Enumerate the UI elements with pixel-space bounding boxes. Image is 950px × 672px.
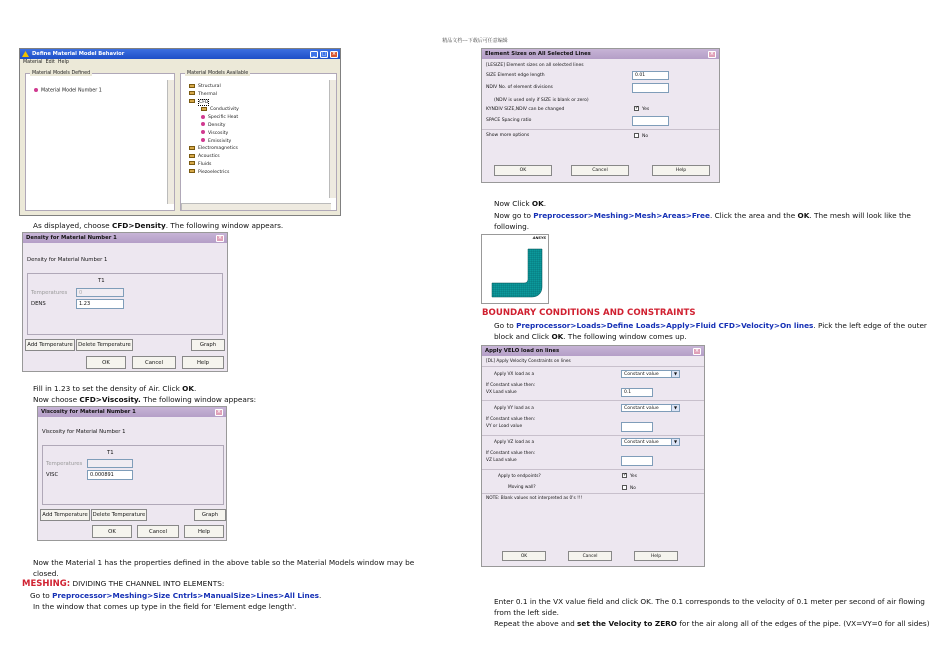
column-header: T1 <box>98 278 105 284</box>
vz-apply-label: Apply VZ load as a <box>494 440 535 445</box>
tree-acoustics[interactable]: Acoustics <box>189 153 239 161</box>
temperature-label: Temperatures <box>46 461 83 467</box>
help-button[interactable]: Help <box>184 525 224 538</box>
available-hscrollbar[interactable] <box>181 203 331 210</box>
checkbox-icon <box>634 133 639 138</box>
models-available-group <box>180 73 337 211</box>
vz-if-label: If Constant value then: <box>486 451 536 456</box>
menu-help[interactable]: Help <box>57 60 69 65</box>
endpoints-label: Apply to endpoints? <box>498 474 541 479</box>
tree-structural[interactable]: Structural <box>189 83 239 91</box>
material-icon <box>201 130 205 134</box>
lesize-label: [LESIZE] Element sizes on all selected lines <box>486 63 584 68</box>
vy-load-field[interactable] <box>621 422 653 432</box>
more-options-checkbox[interactable]: No <box>634 133 648 139</box>
folder-icon <box>189 169 195 173</box>
folder-icon <box>189 84 195 88</box>
check-icon <box>622 473 627 478</box>
kyndiv-label: KYNDIV SIZE,NDIV can be changed <box>486 107 565 112</box>
element-sizes-window <box>481 48 720 183</box>
checkbox-icon <box>622 485 627 490</box>
apply-velo-window <box>481 345 705 567</box>
material-icon <box>34 88 38 92</box>
folder-icon <box>189 161 195 165</box>
ok-button[interactable]: OK <box>92 525 132 538</box>
column-header: T1 <box>107 450 114 456</box>
graph-button[interactable]: Graph <box>194 509 226 521</box>
moving-wall-label: Moving wall? <box>508 485 536 490</box>
ok-button[interactable]: OK <box>494 165 552 176</box>
more-options-label: Show more options <box>486 133 530 138</box>
close-button[interactable]: × <box>694 347 700 354</box>
close-button[interactable]: × <box>709 50 715 57</box>
para-go-to-size: Go to Preprocessor>Meshing>Size Cntrls>ManualSize>Lines>All Lines. <box>30 591 322 600</box>
edge-length-field[interactable]: 0.01 <box>632 71 669 80</box>
para-repeat-zero: Repeat the above and set the Velocity to ZERO for the air along all of the edges of the pipe. (VX=VY=0 for all sides) <box>494 619 930 628</box>
size-label: SIZE Element edge length <box>486 73 545 78</box>
vy-type-select[interactable]: Constant value ▼ <box>621 404 680 412</box>
chevron-down-icon: ▼ <box>671 371 679 377</box>
vz-load-field[interactable] <box>621 456 653 466</box>
note-label: NOTE: Blank values not interpreted as 0's !!! <box>486 496 583 501</box>
tree-density[interactable]: Density <box>189 122 239 130</box>
vz-load-label: VZ Load value <box>486 458 517 463</box>
property-label: VISC <box>46 472 59 478</box>
vx-load-label: VX Load value <box>486 390 517 395</box>
delete-temperature-button[interactable]: Delete Temperature <box>76 339 133 351</box>
available-scrollbar[interactable] <box>329 80 336 198</box>
close-button[interactable]: × <box>216 408 222 415</box>
menu-material[interactable]: Material <box>23 60 43 65</box>
window-title: Apply VELO load on lines <box>485 348 560 354</box>
close-button[interactable]: × <box>217 234 223 241</box>
add-temperature-button[interactable]: Add Temperature <box>25 339 75 351</box>
para-choose-density: As displayed, choose CFD>Density. The following window appears. <box>33 221 284 230</box>
vx-type-select[interactable]: Constant value ▼ <box>621 370 680 378</box>
model-item-1[interactable] <box>34 88 102 94</box>
density-window <box>22 232 228 372</box>
vx-apply-label: Apply VX load as a <box>494 372 535 377</box>
ndiv-note: (NDIV is used only if SIZE is blank or zero) <box>494 98 589 103</box>
ok-button[interactable]: OK <box>502 551 546 561</box>
para-window-type: In the window that comes up type in the field for 'Element edge length'. <box>33 602 297 611</box>
viscosity-field[interactable]: 0.000891 <box>87 470 133 480</box>
vy-apply-label: Apply VY load as a <box>494 406 534 411</box>
window-title-bar <box>23 233 227 243</box>
space-label: SPACE Spacing ratio <box>486 118 532 123</box>
close-button[interactable]: × <box>331 50 337 57</box>
folder-icon <box>189 146 195 150</box>
temperature-field[interactable] <box>87 459 133 468</box>
moving-wall-checkbox[interactable]: No <box>622 485 636 491</box>
cancel-button[interactable]: Cancel <box>568 551 612 561</box>
density-field[interactable]: 1.23 <box>76 299 124 309</box>
material-icon <box>201 122 205 126</box>
delete-temperature-button[interactable]: Delete Temperature <box>91 509 147 521</box>
folder-icon <box>189 154 195 158</box>
ndiv-field[interactable] <box>632 83 669 93</box>
viscosity-window <box>37 406 227 541</box>
tree-piezoelectrics[interactable]: Piezoelectrics <box>189 169 239 173</box>
add-temperature-button[interactable]: Add Temperature <box>40 509 90 521</box>
temperature-label: Temperatures <box>31 290 68 296</box>
chevron-down-icon: ▼ <box>671 405 679 411</box>
folder-icon <box>189 91 195 95</box>
window-title-bar <box>482 49 719 59</box>
chevron-down-icon: ▼ <box>671 439 679 445</box>
temperature-field[interactable]: 0 <box>76 288 124 297</box>
window-title-bar <box>20 49 340 59</box>
divider <box>482 400 704 401</box>
para-choose-viscosity: Now choose CFD>Viscosity. The following window appears: <box>33 395 257 404</box>
vx-load-field[interactable]: 0.1 <box>621 388 653 397</box>
ok-button[interactable]: OK <box>86 356 126 369</box>
para-apply-velocity: Go to Preprocessor>Loads>Define Loads>Apply>Fluid CFD>Velocity>On lines. Pick the left edge of the outer block and Click OK. The following window comes up. <box>494 321 927 341</box>
bc-heading: BOUNDARY CONDITIONS AND CONSTRAINTS <box>482 308 696 318</box>
para-enter-vx: Enter 0.1 in the VX value field and click OK. The 0.1 corresponds to the velocity of 0.1 meter per second of air flowing from the left side. <box>494 597 925 617</box>
divider <box>482 366 704 367</box>
mesh-image <box>481 234 549 304</box>
tree-thermal[interactable]: Thermal <box>189 91 239 99</box>
graph-button[interactable]: Graph <box>191 339 225 351</box>
tree-specific-heat[interactable]: Specific Heat <box>189 114 239 122</box>
help-button[interactable]: Help <box>182 356 224 369</box>
window-title: Density for Material Number 1 <box>26 235 117 241</box>
property-label: DENS <box>31 301 46 307</box>
cancel-button[interactable]: Cancel <box>132 356 176 369</box>
kyndiv-checkbox[interactable]: ✓ Yes <box>634 106 649 112</box>
property-table <box>42 445 224 505</box>
folder-icon <box>201 107 207 111</box>
divider <box>482 493 704 494</box>
tree-cfd[interactable]: CFD <box>189 99 239 107</box>
para-fill-density: Fill in 1.23 to set the density of Air. Click OK. <box>33 384 197 393</box>
ndiv-label: NDIV No. of element divisions <box>486 85 553 90</box>
vz-type-select[interactable]: Constant value ▼ <box>621 438 680 446</box>
window-title: Viscosity for Material Number 1 <box>41 409 136 415</box>
menu-bar <box>20 59 340 67</box>
ansys-logo: ANSYS <box>532 236 546 240</box>
divider <box>482 435 704 436</box>
mesh-graphic <box>482 235 550 305</box>
vx-if-label: If Constant value then: <box>486 383 536 388</box>
models-defined-group <box>25 73 175 211</box>
divider <box>482 469 704 470</box>
material-icon <box>201 115 205 119</box>
para-click-ok: Now Click OK. <box>494 199 547 208</box>
folder-open-icon <box>189 99 195 103</box>
material-icon <box>201 138 205 142</box>
help-button[interactable]: Help <box>652 165 710 176</box>
maximize-button[interactable]: □ <box>321 50 327 57</box>
minimize-button[interactable]: _ <box>310 51 318 58</box>
window-subtitle: Viscosity for Material Number 1 <box>42 429 126 435</box>
material-tree <box>189 83 239 173</box>
spacing-field[interactable] <box>632 116 669 126</box>
window-title: Element Sizes on All Selected Lines <box>485 51 591 57</box>
para-mesh-areas: Now go to Preprocessor>Meshing>Mesh>Areas>Free. Click the area and the OK. The mesh will look like the following. <box>494 211 911 231</box>
dl-label: [DL] Apply Velocity Constraints on lines <box>486 359 571 364</box>
window-title: Define Material Model Behavior <box>32 51 125 57</box>
menu-edit[interactable]: Edit <box>45 60 55 65</box>
ansys-icon <box>22 51 29 57</box>
window-subtitle: Density for Material Number 1 <box>27 257 108 263</box>
endpoints-checkbox[interactable]: ✓ Yes <box>622 473 637 479</box>
models-available-label: Material Models Available <box>187 71 249 76</box>
cancel-button[interactable]: Cancel <box>571 165 629 176</box>
page-header: 精品文档---下载后可任意编辑 <box>442 38 508 44</box>
tree-electromagnetics[interactable]: Electromagnetics <box>189 145 239 153</box>
property-table <box>27 273 223 335</box>
meshing-heading: MESHING: DIVIDING THE CHANNEL INTO ELEMENTS: <box>22 579 225 589</box>
defined-scrollbar[interactable] <box>167 80 174 204</box>
model-item-label: Material Model Number 1 <box>41 88 102 94</box>
cancel-button[interactable]: Cancel <box>137 525 179 538</box>
tree-emissivity[interactable]: Emissivity <box>189 138 239 146</box>
vy-if-label: If Constant value then: <box>486 417 536 422</box>
vy-load-label: VY or Load value <box>486 424 523 429</box>
check-icon <box>634 106 639 111</box>
help-button[interactable]: Help <box>634 551 678 561</box>
tree-fluids[interactable]: Fluids <box>189 161 239 169</box>
tree-conductivity[interactable]: Conductivity <box>189 106 239 114</box>
para-material-closed: Now the Material 1 has the properties defined in the above table so the Material Models window may be closed. <box>33 558 415 578</box>
material-model-window <box>19 48 341 216</box>
divider <box>482 129 719 130</box>
tree-viscosity[interactable]: Viscosity <box>189 130 239 138</box>
window-title-bar <box>38 407 226 417</box>
models-defined-label: Material Models Defined <box>32 71 91 76</box>
window-title-bar <box>482 346 704 356</box>
